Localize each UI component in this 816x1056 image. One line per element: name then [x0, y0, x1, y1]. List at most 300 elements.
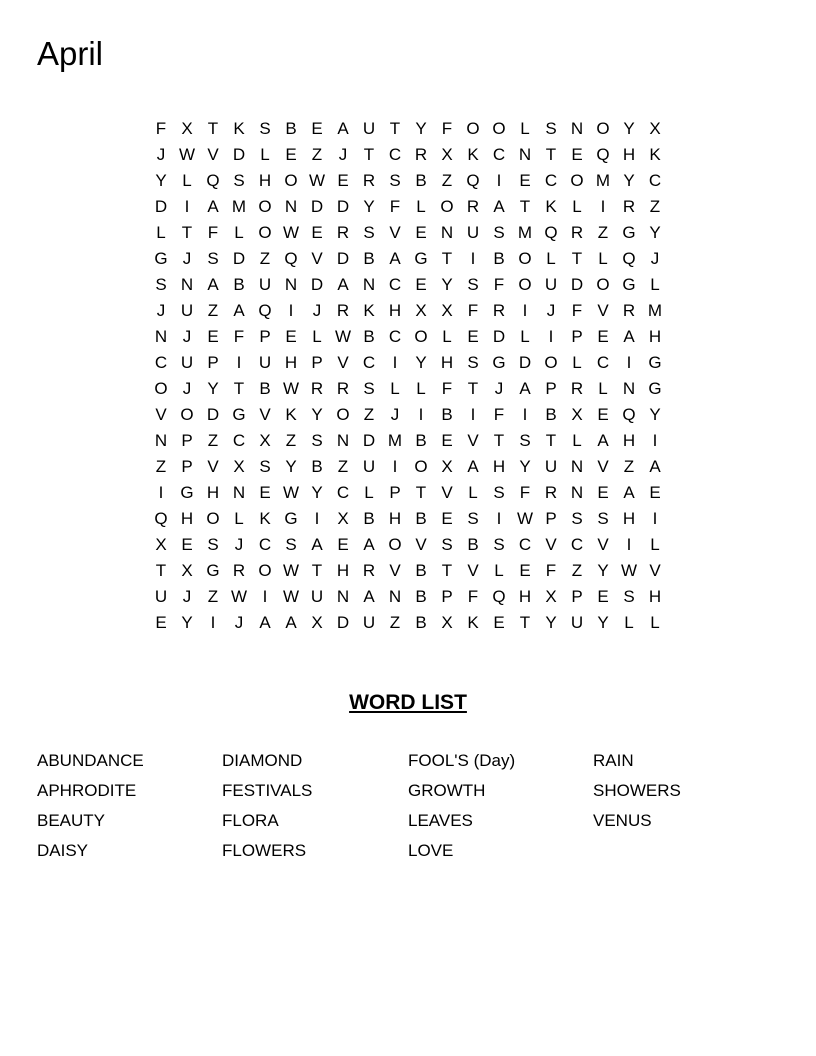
- word-list-item: RAIN: [593, 751, 634, 770]
- grid-letter: S: [493, 483, 505, 502]
- grid-letter: K: [363, 301, 375, 320]
- grid-letter: X: [155, 535, 167, 554]
- grid-letter: N: [154, 431, 168, 450]
- grid-letter: B: [363, 327, 375, 346]
- grid-letter: P: [571, 327, 583, 346]
- grid-letter: T: [181, 223, 193, 242]
- grid-letter: B: [415, 509, 427, 528]
- grid-letter: U: [258, 275, 272, 294]
- grid-letter: I: [184, 197, 190, 216]
- grid-letter: H: [440, 353, 454, 372]
- grid-letter: X: [337, 509, 349, 528]
- grid-letter: M: [387, 431, 403, 450]
- grid-letter: I: [236, 353, 242, 372]
- grid-letter: W: [620, 561, 638, 580]
- grid-letter: L: [234, 223, 244, 242]
- grid-row: [148, 298, 668, 324]
- grid-letter: A: [233, 301, 245, 320]
- grid-letter: X: [545, 587, 557, 606]
- grid-letter: G: [154, 249, 168, 268]
- grid-letter: T: [441, 561, 453, 580]
- grid-letter: Q: [284, 249, 298, 268]
- grid-letter: Q: [206, 171, 220, 190]
- grid-letter: B: [285, 119, 297, 138]
- grid-letter: S: [571, 509, 583, 528]
- grid-letter: L: [624, 613, 634, 632]
- grid-letter: O: [258, 223, 272, 242]
- grid-letter: S: [363, 379, 375, 398]
- grid-row: [148, 272, 668, 298]
- grid-letter: J: [182, 327, 192, 346]
- grid-row: [148, 116, 668, 142]
- grid-letter: F: [155, 119, 167, 138]
- grid-letter: N: [518, 145, 532, 164]
- grid-letter: K: [467, 613, 479, 632]
- grid-letter: F: [467, 301, 479, 320]
- grid-letter: G: [284, 509, 298, 528]
- grid-letter: G: [180, 483, 194, 502]
- grid-letter: C: [570, 535, 584, 554]
- grid-letter: O: [492, 119, 506, 138]
- grid-letter: F: [493, 275, 505, 294]
- grid-letter: Q: [544, 223, 558, 242]
- grid-letter: T: [233, 379, 245, 398]
- grid-letter: F: [519, 483, 531, 502]
- grid-letter: K: [259, 509, 271, 528]
- word-list-item: APHRODITE: [37, 781, 137, 800]
- grid-letter: G: [648, 353, 662, 372]
- grid-letter: T: [155, 561, 167, 580]
- grid-letter: L: [546, 249, 556, 268]
- grid-letter: L: [572, 431, 582, 450]
- grid-letter: Z: [649, 197, 661, 216]
- grid-letter: E: [519, 171, 531, 190]
- grid-letter: A: [623, 327, 635, 346]
- grid-letter: L: [364, 483, 374, 502]
- grid-letter: Z: [207, 587, 219, 606]
- grid-letter: Y: [311, 405, 323, 424]
- grid-row: [148, 324, 668, 350]
- grid-letter: Y: [155, 171, 167, 190]
- grid-letter: E: [441, 431, 453, 450]
- grid-letter: U: [310, 587, 324, 606]
- grid-letter: B: [493, 249, 505, 268]
- word-list-column-3: [408, 746, 588, 866]
- grid-letter: T: [363, 145, 375, 164]
- grid-letter: A: [493, 197, 505, 216]
- grid-letter: R: [544, 483, 558, 502]
- grid-letter: R: [336, 223, 350, 242]
- grid-letter: N: [284, 275, 298, 294]
- grid-letter: C: [258, 535, 272, 554]
- word-list-item: FESTIVALS: [222, 781, 313, 800]
- grid-letter: I: [522, 405, 528, 424]
- grid-letter: C: [232, 431, 246, 450]
- grid-letter: J: [156, 145, 166, 164]
- grid-letter: U: [154, 587, 168, 606]
- grid-letter: Q: [154, 509, 168, 528]
- grid-letter: A: [207, 275, 219, 294]
- grid-letter: Y: [285, 457, 297, 476]
- grid-row: [148, 246, 668, 272]
- grid-letter: I: [600, 197, 606, 216]
- grid-letter: T: [207, 119, 219, 138]
- grid-letter: M: [231, 197, 247, 216]
- grid-letter: A: [259, 613, 271, 632]
- grid-letter: I: [548, 327, 554, 346]
- grid-letter: Z: [285, 431, 297, 450]
- grid-letter: O: [466, 119, 480, 138]
- grid-letter: T: [519, 197, 531, 216]
- grid-letter: Y: [207, 379, 219, 398]
- grid-letter: F: [571, 301, 583, 320]
- grid-letter: V: [389, 223, 401, 242]
- grid-letter: T: [571, 249, 583, 268]
- grid-letter: E: [597, 483, 609, 502]
- grid-letter: W: [282, 483, 300, 502]
- grid-letter: X: [311, 613, 323, 632]
- grid-letter: A: [467, 457, 479, 476]
- grid-letter: C: [336, 483, 350, 502]
- grid-letter: O: [544, 353, 558, 372]
- grid-letter: C: [648, 171, 662, 190]
- grid-letter: S: [207, 249, 219, 268]
- grid-letter: D: [310, 197, 324, 216]
- grid-letter: E: [493, 613, 505, 632]
- grid-letter: B: [415, 587, 427, 606]
- grid-letter: L: [650, 275, 660, 294]
- grid-letter: J: [182, 379, 192, 398]
- grid-letter: V: [389, 561, 401, 580]
- grid-letter: X: [259, 431, 271, 450]
- grid-row: [148, 428, 668, 454]
- grid-letter: H: [258, 171, 272, 190]
- grid-letter: I: [470, 405, 476, 424]
- grid-row: [148, 506, 668, 532]
- grid-letter: Z: [623, 457, 635, 476]
- grid-letter: Z: [207, 301, 219, 320]
- grid-letter: V: [597, 301, 609, 320]
- grid-letter: W: [308, 171, 326, 190]
- grid-letter: R: [570, 379, 584, 398]
- grid-letter: S: [233, 171, 245, 190]
- grid-letter: R: [570, 223, 584, 242]
- grid-letter: N: [570, 483, 584, 502]
- grid-letter: D: [232, 145, 246, 164]
- grid-letter: P: [181, 431, 193, 450]
- grid-letter: T: [415, 483, 427, 502]
- grid-letter: S: [493, 535, 505, 554]
- grid-letter: E: [285, 327, 297, 346]
- grid-letter: Y: [363, 197, 375, 216]
- grid-letter: S: [597, 509, 609, 528]
- grid-letter: C: [388, 145, 402, 164]
- grid-letter: X: [233, 457, 245, 476]
- grid-letter: Z: [259, 249, 271, 268]
- grid-letter: M: [647, 301, 663, 320]
- grid-letter: D: [570, 275, 584, 294]
- grid-letter: Q: [622, 249, 636, 268]
- word-search-grid: [148, 116, 668, 636]
- grid-letter: H: [388, 301, 402, 320]
- grid-letter: U: [362, 613, 376, 632]
- grid-row: [148, 142, 668, 168]
- grid-letter: E: [207, 327, 219, 346]
- grid-row: [148, 558, 668, 584]
- word-list-item: DIAMOND: [222, 751, 303, 770]
- grid-letter: L: [598, 379, 608, 398]
- grid-letter: T: [545, 431, 557, 450]
- grid-letter: D: [336, 197, 350, 216]
- grid-letter: P: [545, 509, 557, 528]
- grid-letter: C: [388, 275, 402, 294]
- grid-letter: L: [182, 171, 192, 190]
- grid-letter: O: [180, 405, 194, 424]
- grid-letter: B: [415, 561, 427, 580]
- word-list-column-2: [222, 746, 402, 866]
- grid-letter: N: [336, 587, 350, 606]
- grid-letter: B: [259, 379, 271, 398]
- grid-letter: J: [182, 587, 192, 606]
- grid-letter: Z: [155, 457, 167, 476]
- grid-letter: S: [519, 431, 531, 450]
- grid-letter: I: [392, 353, 398, 372]
- grid-letter: L: [260, 145, 270, 164]
- grid-letter: L: [520, 327, 530, 346]
- grid-letter: P: [389, 483, 401, 502]
- grid-letter: C: [518, 535, 532, 554]
- grid-letter: X: [415, 301, 427, 320]
- grid-letter: P: [441, 587, 453, 606]
- grid-letter: T: [493, 431, 505, 450]
- grid-letter: Y: [623, 119, 635, 138]
- grid-letter: Y: [519, 457, 531, 476]
- grid-letter: U: [570, 613, 584, 632]
- word-list-item: FLOWERS: [222, 841, 307, 860]
- grid-letter: W: [282, 379, 300, 398]
- grid-letter: P: [181, 457, 193, 476]
- grid-letter: G: [492, 353, 506, 372]
- grid-letter: I: [314, 509, 320, 528]
- grid-letter: L: [390, 379, 400, 398]
- grid-letter: P: [259, 327, 271, 346]
- grid-letter: R: [622, 301, 636, 320]
- grid-letter: W: [516, 509, 534, 528]
- grid-letter: V: [337, 353, 349, 372]
- word-list-column-1: [37, 746, 217, 866]
- grid-letter: T: [519, 613, 531, 632]
- grid-letter: E: [597, 405, 609, 424]
- grid-letter: S: [545, 119, 557, 138]
- grid-letter: V: [597, 535, 609, 554]
- grid-letter: J: [234, 535, 244, 554]
- grid-letter: I: [626, 353, 632, 372]
- grid-letter: O: [284, 171, 298, 190]
- grid-letter: C: [154, 353, 168, 372]
- grid-letter: C: [388, 327, 402, 346]
- grid-letter: A: [389, 249, 401, 268]
- grid-row: [148, 402, 668, 428]
- grid-letter: D: [154, 197, 168, 216]
- grid-letter: Z: [597, 223, 609, 242]
- grid-letter: L: [650, 613, 660, 632]
- grid-letter: K: [467, 145, 479, 164]
- grid-letter: A: [337, 119, 349, 138]
- grid-letter: D: [362, 431, 376, 450]
- grid-letter: N: [388, 587, 402, 606]
- grid-letter: H: [284, 353, 298, 372]
- grid-letter: H: [648, 587, 662, 606]
- grid-letter: N: [232, 483, 246, 502]
- grid-letter: N: [180, 275, 194, 294]
- grid-letter: P: [571, 587, 583, 606]
- grid-letter: X: [441, 613, 453, 632]
- grid-row: [148, 584, 668, 610]
- grid-letter: Y: [441, 275, 453, 294]
- grid-letter: W: [282, 587, 300, 606]
- grid-letter: O: [518, 249, 532, 268]
- grid-letter: H: [622, 145, 636, 164]
- grid-row: [148, 610, 668, 636]
- grid-letter: Y: [597, 561, 609, 580]
- grid-letter: F: [233, 327, 245, 346]
- grid-letter: Y: [649, 223, 661, 242]
- grid-letter: I: [418, 405, 424, 424]
- grid-letter: Z: [571, 561, 583, 580]
- grid-letter: G: [622, 275, 636, 294]
- grid-letter: A: [363, 587, 375, 606]
- grid-letter: A: [337, 275, 349, 294]
- grid-letter: S: [285, 535, 297, 554]
- word-list-item: DAISY: [37, 841, 89, 860]
- grid-letter: K: [233, 119, 245, 138]
- grid-letter: E: [467, 327, 479, 346]
- grid-letter: L: [650, 535, 660, 554]
- grid-letter: U: [544, 275, 558, 294]
- grid-letter: T: [467, 379, 479, 398]
- grid-letter: Q: [258, 301, 272, 320]
- grid-letter: C: [492, 145, 506, 164]
- grid-letter: V: [545, 535, 557, 554]
- grid-letter: A: [597, 431, 609, 450]
- grid-letter: F: [467, 587, 479, 606]
- grid-letter: Z: [337, 457, 349, 476]
- grid-letter: P: [311, 353, 323, 372]
- grid-letter: R: [414, 145, 428, 164]
- grid-letter: V: [311, 249, 323, 268]
- grid-letter: O: [596, 275, 610, 294]
- grid-letter: V: [207, 457, 219, 476]
- grid-letter: T: [311, 561, 323, 580]
- grid-letter: A: [207, 197, 219, 216]
- grid-letter: I: [496, 171, 502, 190]
- grid-letter: Y: [415, 119, 427, 138]
- grid-letter: L: [416, 197, 426, 216]
- grid-letter: N: [362, 275, 376, 294]
- grid-letter: B: [363, 249, 375, 268]
- grid-letter: Z: [389, 613, 401, 632]
- grid-letter: K: [649, 145, 661, 164]
- grid-letter: V: [441, 483, 453, 502]
- grid-letter: E: [155, 613, 167, 632]
- grid-letter: G: [622, 223, 636, 242]
- grid-letter: U: [180, 301, 194, 320]
- grid-letter: U: [362, 119, 376, 138]
- word-list-item: SHOWERS: [593, 781, 681, 800]
- word-list-heading: WORD LIST: [349, 691, 467, 714]
- grid-letter: S: [493, 223, 505, 242]
- grid-letter: S: [467, 275, 479, 294]
- grid-letter: D: [518, 353, 532, 372]
- grid-letter: U: [362, 457, 376, 476]
- grid-letter: N: [440, 223, 454, 242]
- grid-letter: A: [311, 535, 323, 554]
- grid-row: [148, 480, 668, 506]
- grid-letter: B: [363, 509, 375, 528]
- grid-row: [148, 220, 668, 246]
- grid-letter: J: [338, 145, 348, 164]
- grid-letter: X: [441, 457, 453, 476]
- grid-letter: S: [441, 535, 453, 554]
- grid-letter: S: [363, 223, 375, 242]
- grid-row: [148, 532, 668, 558]
- grid-letter: Z: [207, 431, 219, 450]
- grid-letter: V: [155, 405, 167, 424]
- grid-letter: U: [466, 223, 480, 242]
- grid-letter: Y: [181, 613, 193, 632]
- grid-letter: E: [415, 223, 427, 242]
- grid-letter: I: [470, 249, 476, 268]
- grid-letter: O: [388, 535, 402, 554]
- grid-letter: E: [337, 535, 349, 554]
- grid-letter: F: [545, 561, 557, 580]
- grid-letter: O: [154, 379, 168, 398]
- grid-letter: P: [545, 379, 557, 398]
- grid-letter: R: [310, 379, 324, 398]
- grid-letter: B: [467, 535, 479, 554]
- grid-letter: L: [572, 353, 582, 372]
- grid-letter: H: [388, 509, 402, 528]
- grid-letter: H: [206, 483, 220, 502]
- grid-letter: K: [545, 197, 557, 216]
- grid-letter: U: [180, 353, 194, 372]
- grid-letter: H: [622, 509, 636, 528]
- grid-letter: S: [467, 509, 479, 528]
- grid-letter: L: [442, 327, 452, 346]
- grid-letter: Z: [363, 405, 375, 424]
- grid-row: [148, 454, 668, 480]
- grid-letter: A: [285, 613, 297, 632]
- grid-row: [148, 168, 668, 194]
- grid-letter: R: [362, 171, 376, 190]
- grid-letter: I: [652, 431, 658, 450]
- grid-letter: B: [441, 405, 453, 424]
- grid-letter: R: [362, 561, 376, 580]
- grid-letter: W: [282, 561, 300, 580]
- grid-letter: B: [415, 613, 427, 632]
- grid-letter: R: [336, 379, 350, 398]
- grid-letter: S: [311, 431, 323, 450]
- word-list-item: LEAVES: [408, 811, 473, 830]
- grid-letter: Y: [597, 613, 609, 632]
- grid-letter: X: [181, 119, 193, 138]
- grid-letter: O: [258, 197, 272, 216]
- grid-letter: D: [336, 613, 350, 632]
- word-list-item: LOVE: [408, 841, 454, 860]
- word-list-item: FLORA: [222, 811, 279, 830]
- grid-letter: R: [622, 197, 636, 216]
- grid-letter: S: [207, 535, 219, 554]
